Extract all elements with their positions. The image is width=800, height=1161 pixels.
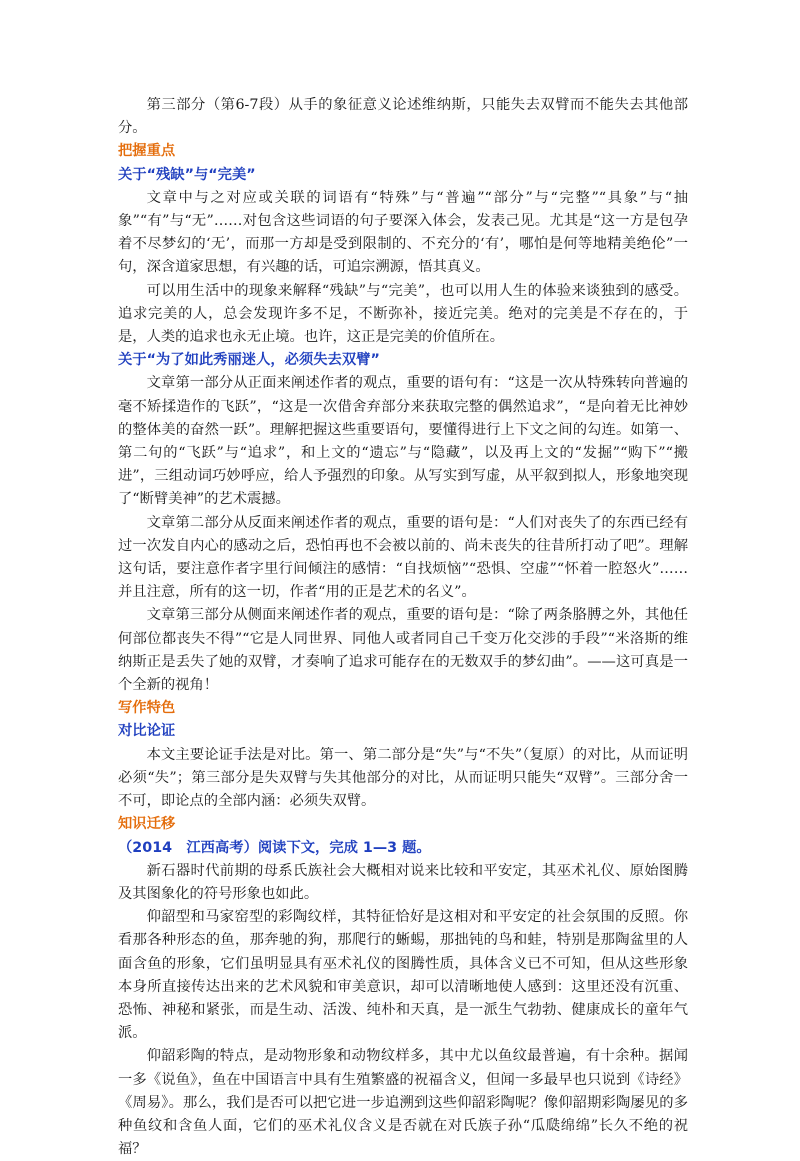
paragraph-word-pairs: 文章中与之对应或关联的词语有“特殊”与“普遍”“部分”与“完整”“具象”与“抽象”“有”与“无”……对包含这些词语的句子要深入体会，发表己见。尤其是“这一方是包孕着不尽梦幻的‘无’，而那一方却是受到限制的、不充分的‘有’，哪怕是何等地精美绝伦”一句，深含道家思想，有兴趣的话，可追宗溯源，悟其真义。 (118, 189, 688, 276)
section-heading-knowledge-transfer: 知识迁移 (118, 816, 176, 833)
section-heading-writing-features: 写作特色 (118, 700, 176, 717)
paragraph-life-phenomena: 可以用生活中的现象来解释“残缺”与“完美”，也可以用人生的体验来谈独到的感受。追求完美的人，总会发现许多不足，不断弥补，接近完美。绝对的完美是不存在的，于是，人类的追求也永无止境。也许，这正是完美的价值所在。 (118, 282, 688, 346)
passage-paragraph-3: 仰韶彩陶的特点，是动物形象和动物纹样多，其中尤以鱼纹最普遍，有十余种。据闻一多《说鱼》，鱼在中国语言中具有生殖繁盛的祝福含义，但闻一多最早也只说到《诗经》《周易》。那么，我们是否可以把它进一步追溯到这些仰韶彩陶呢？像仰韶期彩陶屡见的多种鱼纹和含鱼人面，它们的巫术礼仪含义是否就在对氏族子孙“瓜瓞绵绵”长久不绝的祝福？ (118, 1048, 688, 1158)
passage-paragraph-1: 新石器时代前期的母系氏族社会大概相对说来比较和平安定，其巫术礼仪、原始图腾及其图象化的符号形象也如此。 (118, 862, 688, 902)
subheading-defect-and-perfection: 关于“残缺”与“完美” (118, 166, 256, 183)
paragraph-part-three-analysis: 文章第三部分从侧面来阐述作者的观点，重要的语句是：“除了两条胳膊之外，其他任何部位都丧失不得”“它是人同世界、同他人或者同自己千变万化交涉的手段”“米洛斯的维纳斯正是丢失了她的双臂，才奏响了追求可能存在的无数双手的梦幻曲”。——这可真是一个全新的视角！ (118, 607, 688, 694)
subheading-contrast-argument: 对比论证 (118, 723, 176, 740)
paragraph-part-three-summary: 第三部分（第6-7段）从手的象征意义论述维纳斯，只能失去双臂而不能失去其他部分。 (118, 97, 688, 137)
passage-paragraph-2: 仰韶型和马家窑型的彩陶纹样，其特征恰好是这相对和平安定的社会氛围的反照。你看那各种形态的鱼，那奔驰的狗，那爬行的蜥蜴，那拙钝的鸟和蛙，特别是那陶盆里的人面含鱼的形象，它们虽明显具有巫术礼仪的图腾性质，具体含义已不可知，但从这些形象本身所直接传达出来的艺术风貌和审美意识，却可以清晰地使人感到：这里还没有沉重、恐怖、神秘和紧张，而是生动、活泼、纯朴和天真，是一派生气勃勃、健康成长的童年气派。 (118, 909, 688, 1042)
section-heading-key-points: 把握重点 (118, 143, 176, 160)
paragraph-part-one-analysis: 文章第一部分从正面来阐述作者的观点，重要的语句有：“这是一次从特殊转向普遍的毫不矫揉造作的飞跃”，“这是一次借舍弃部分来获取完整的偶然追求”，“是向着无比神妙的整体美的奋然一跃”。理解把握这些重要语句，要懂得进行上下文之间的勾连。如第一、第二句的“飞跃”与“追求”，和上文的“遗忘”与“隐藏”，以及再上文的“发掘”“购下”“搬进”，三组动词巧妙呼应，给人予强烈的印象。从写实到写虚，从平叙到拟人，形象地突现了“断臂美神”的艺术震撼。 (118, 375, 688, 508)
document-page (118, 94, 688, 1161)
subheading-lose-both-arms: 关于“为了如此秀丽迷人，必须失去双臂” (118, 352, 380, 369)
paragraph-contrast-explanation: 本文主要论证手法是对比。第一、第二部分是“失”与“不失”（复原）的对比，从而证明必须“失”；第三部分是失双臂与失其他部分的对比，从而证明只能失“双臂”。三部分舍一不可，即论点的全部内涵：必须失双臂。 (118, 746, 688, 810)
exercise-title: （2014 江西高考）阅读下文，完成 1—3 题。 (118, 839, 431, 856)
paragraph-part-two-analysis: 文章第二部分从反面来阐述作者的观点，重要的语句是：“人们对丧失了的东西已经有过一次发自内心的感动之后，恐怕再也不会被以前的、尚未丧失的往昔所打动了吧”。理解这句话，要注意作者字里行间倾注的感情：“自找烦恼”“恐惧、空虚”“怀着一腔怒火”……并且注意，所有的这一切，作者“用的正是艺术的名义”。 (118, 514, 688, 601)
